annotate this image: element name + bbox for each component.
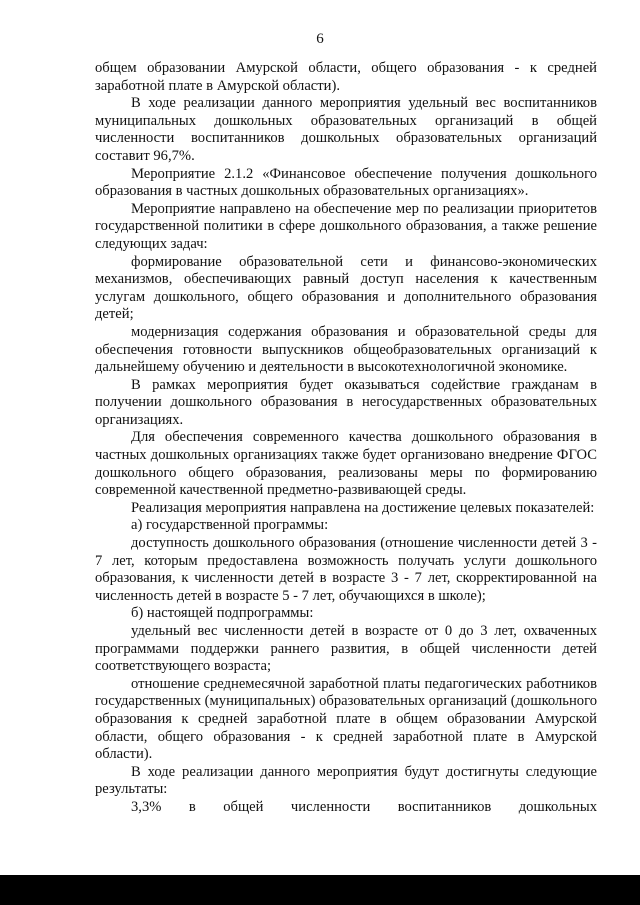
paragraph-accessibility: доступность дошкольного образования (отношение численности детей 3 - 7 лет, которым предоставлена возможность получать услуги дошкольного образования, к численности детей в возрасте 3 - 7 лет, скорректированной на численность детей в возрасте 5 - 7 лет, обучающихся в школе);	[95, 535, 597, 604]
paragraph-result-share: 3,3% в общей численности воспитанников дошкольных	[131, 798, 597, 815]
paragraph-share-of-pupils: В ходе реализации данного мероприятия удельный вес воспитанников муниципальных дошкольных образовательных организаций в общей численности воспитанников дошкольных образовательных организаций составит 96,7%.	[95, 95, 597, 164]
paragraph-early-development: удельный вес численности детей в возрасте от 0 до 3 лет, охваченных программами поддержки раннего развития, в общей численности детей соответствующего возраста;	[95, 623, 597, 675]
paragraph-state-program: а) государственной программы:	[131, 517, 329, 534]
paragraph-salary-ratio: отношение среднемесячной заработной платы педагогических работников государственных (муниципальных) образовательных организаций (дошкольного образования к средней заработной плате в общем образовании Амурской области, общего образования - к средней заработной плате в Амурской области).	[95, 675, 597, 763]
paragraph-task-network: формирование образовательной сети и финансово-экономических механизмов, обеспечивающих равный доступ населения к качественным услугам дошкольного, общего образования и дополнительного образования детей;	[95, 253, 597, 323]
paragraph-task-modernization: модернизация содержания образования и образовательной среды для обеспечения готовности выпускников общеобразовательных организаций к дальнейшему обучению и деятельности в высокотехнологичной экономике.	[95, 323, 597, 376]
paragraph-assistance: В рамках мероприятия будет оказываться содействие гражданам в получении дошкольного образования в негосударственных образовательных организациях.	[95, 376, 597, 428]
paragraph-continuation: общем образовании Амурской области, общего образования - к средней заработной плате в Амурской области).	[95, 60, 597, 94]
scan-bottom-edge	[0, 875, 640, 905]
document-body	[95, 60, 597, 817]
paragraph-measure-purpose: Мероприятие направлено на обеспечение мер по реализации приоритетов государственной политики в сфере дошкольного образования, а также решение следующих задач:	[95, 200, 597, 252]
paragraph-results: В ходе реализации данного мероприятия будут достигнуты следующие результаты:	[95, 763, 597, 798]
paragraph-quality-standards: Для обеспечения современного качества дошкольного образования в частных дошкольных организациях также будет организовано внедрение ФГОС дошкольного общего образования, реализованы меры по формированию современной качественной предметно-развивающей среды.	[95, 429, 597, 499]
paragraph-target-indicators: Реализация мероприятия направлена на достижение целевых показателей:	[131, 499, 595, 516]
paragraph-measure-title: Мероприятие 2.1.2 «Финансовое обеспечение получения дошкольного образования в частных дошкольных образовательных организациях».	[95, 165, 597, 200]
paragraph-subprogram: б) настоящей подпрограммы:	[131, 605, 314, 622]
page-number: 6	[316, 31, 324, 47]
